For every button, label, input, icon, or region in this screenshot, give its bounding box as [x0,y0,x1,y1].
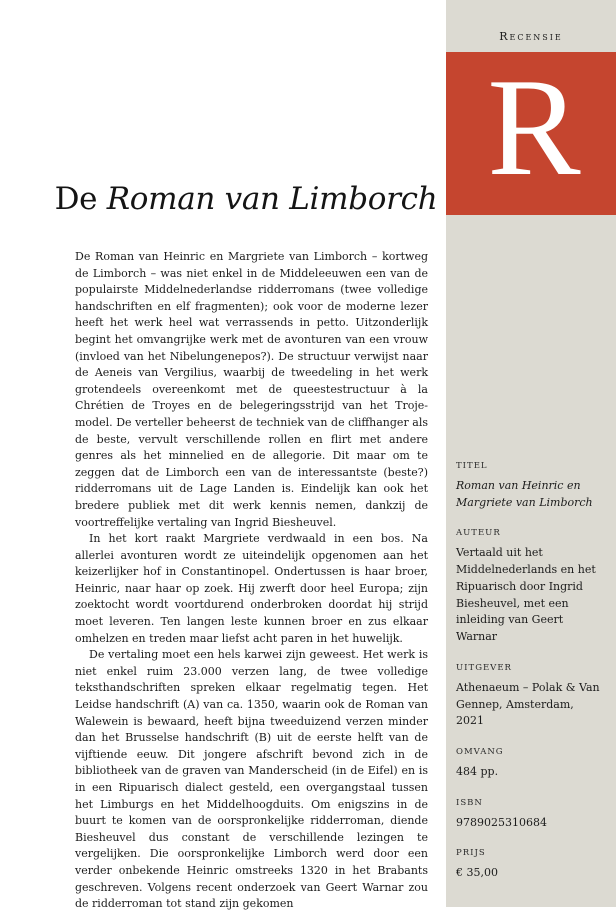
meta-auteur [456,525,601,646]
page-title [0,181,492,217]
title-italic: Roman van Limborch [106,181,438,217]
meta-omvang [456,744,601,781]
meta-label: TITEL [456,461,488,471]
meta-isbn [456,795,601,832]
meta-label: ISBN [456,797,483,808]
paragraph: In het kort raakt Margriete verdwaald in een bos. Na allerlei avonturen wordt ze uiteindelijk opgenomen aan het keizerlijker hof in Constantinopel. Ondertussen is haar broer, Heinric, naar haar op zoek. Hij zwerft door heel Europa; zijn zoektocht wordt voortdurend onderbroken doordat hij strijd moet leveren. Ten langen leste kunnen broer en zus elkaar omhelzen en treden maar liefst acht paren in het huwelijk. [75,532,428,645]
meta-titel [456,458,601,511]
meta-value: 484 pp. [456,764,499,778]
meta-uitgever [456,660,601,730]
meta-prijs [456,845,601,882]
meta-label: OMVANG [456,747,504,758]
section-label: Recensie [499,30,563,43]
meta-label: PRIJS [456,848,486,859]
meta-value: 9789025310684 [456,815,547,829]
article-body [75,249,428,913]
title-prefix: De [54,181,107,217]
initial-letter: R [487,50,581,205]
meta-value: Roman van Heinric en Margriete van Limborch [456,478,593,509]
meta-label: AUTEUR [456,528,501,539]
book-metadata [456,458,601,896]
paragraph: De vertaling moet een hels karwei zijn geweest. Het werk is niet enkel ruim 23.000 verzen lang, de twee volledige teksthandschriften spreken elkaar regelmatig tegen. Het Leidse handschrift (A) van ca. 1350, waarin ook de Roman van Walewein is bewaard, heeft bijna tweeduizend verzen minder dan het Brusselse handschrift (B) uit de eerste helft van de vijftiende eeuw. Dit jongere afschrift bevond zich in de bibliotheek van de graven van Manderscheid (in de Eifel) en is in een Ripuarisch dialect gesteld, een overgangstaal tussen het Limburgs en het Middelhoogduits. Om enigszins in de buurt te komen van de oorspronkelijke ridderroman, diende Biesheuvel dus constant de verschillende lezingen te vergelijken. Die oorspronkelijke Limborch werd door een verder onbekende Heinric omstreeks 1320 in het Brabants geschreven. Volgens recent onderzoek van Geert Warnar zou de ridderroman tot stand zijn gekomen [75,648,428,911]
meta-value: € 35,00 [456,866,498,880]
meta-label: UITGEVER [456,662,512,673]
meta-value: Athenaeum – Polak & Van Gennep, Amsterdam, 2021 [456,680,600,728]
paragraph: De Roman van Heinric en Margriete van Limborch – kortweg de Limborch – was niet enkel in de Middeleeuwen een van de populairste Middelnederlandse ridderromans (twee volledige handschriften en elf fragmenten); ook voor de moderne lezer heeft het werk heel wat verrassends in petto. Uitzonderlijk begint het omvangrijke werk met de avonturen van een vrouw (invloed van het Nibelungenepos?). De structuur verwijst naar de Aeneis van Vergilius, waarbij de tweedeling in het werk grotendeels overeenkomt met de queestestructuur à la Chrétien de Troyes en de belegeringsstrijd van het Troje-model. De verteller beheerst de techniek van de cliffhanger als de beste, vervult verschillende rollen en flirt met andere genres als het minnelied en de allegorie. Dit maar om te zeggen dat de Limborch een van de interessantste (beste?) ridderromans uit de Lage Landen is. Eindelijk kan ook het bredere publiek met dit werk kennis nemen, dankzij de voortreffelijke vertaling van Ingrid Biesheuvel. [75,250,428,529]
meta-value: Vertaald uit het Middelnederlands en het Ripuarisch door Ingrid Biesheuvel, met een inleiding van Geert Warnar [456,546,596,644]
